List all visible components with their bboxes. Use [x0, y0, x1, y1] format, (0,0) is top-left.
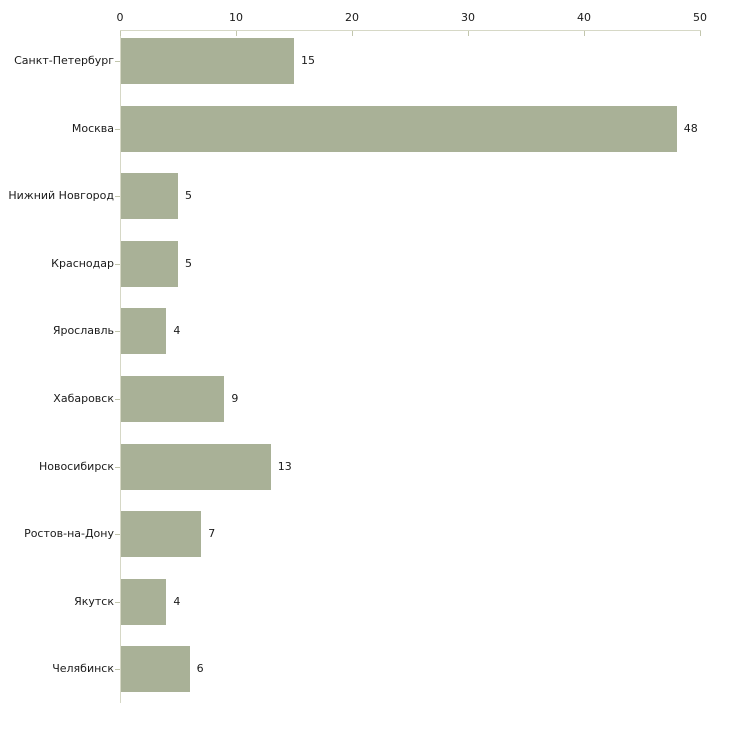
x-tick-label: 30	[461, 11, 475, 24]
bar	[121, 511, 201, 557]
category-label: Ростов-на-Дону	[24, 527, 114, 541]
category-label: Москва	[71, 121, 114, 135]
category-label: Ярославль	[52, 324, 114, 338]
category-label: Краснодар	[51, 256, 114, 270]
bar	[121, 376, 224, 422]
x-tick-mark	[352, 31, 353, 36]
category-tick-mark	[115, 331, 120, 332]
category-tick-mark	[115, 61, 120, 62]
x-tick-label: 10	[229, 11, 243, 24]
category-tick-mark	[115, 264, 120, 265]
bar	[121, 646, 190, 692]
value-label: 4	[173, 594, 181, 608]
value-label: 6	[196, 662, 204, 676]
category-tick-mark	[115, 669, 120, 670]
bar	[121, 106, 677, 152]
x-tick-label: 0	[116, 11, 124, 24]
x-tick-mark	[700, 31, 701, 36]
bar	[121, 308, 166, 354]
x-tick-mark	[468, 31, 469, 36]
x-tick-label: 20	[345, 11, 359, 24]
category-tick-mark	[115, 534, 120, 535]
category-label: Челябинск	[52, 662, 114, 676]
x-tick-label: 50	[693, 11, 707, 24]
value-label: 13	[277, 459, 292, 473]
x-tick-mark	[236, 31, 237, 36]
x-axis-line	[120, 30, 701, 31]
category-label: Хабаровск	[53, 392, 114, 405]
value-label: 15	[301, 54, 315, 67]
value-label: 9	[231, 392, 239, 405]
bar	[121, 579, 166, 625]
value-label: 48	[683, 121, 698, 135]
value-label: 5	[185, 189, 192, 203]
value-label: 7	[208, 527, 216, 541]
value-label: 5	[185, 256, 192, 270]
category-label: Якутск	[74, 594, 114, 608]
x-tick-mark	[120, 31, 121, 36]
category-tick-mark	[115, 467, 120, 468]
bar	[121, 241, 178, 287]
category-label: Нижний Новгород	[8, 189, 114, 203]
category-tick-mark	[115, 196, 120, 197]
bar	[121, 444, 271, 490]
bar	[121, 38, 294, 84]
x-tick-mark	[584, 31, 585, 36]
category-label: Санкт-Петербург	[14, 54, 114, 67]
category-tick-mark	[115, 129, 120, 130]
bar	[121, 173, 178, 219]
x-tick-label: 40	[577, 11, 591, 24]
value-label: 4	[173, 324, 181, 338]
category-tick-mark	[115, 399, 120, 400]
category-tick-mark	[115, 602, 120, 603]
category-label: Новосибирск	[38, 459, 114, 473]
